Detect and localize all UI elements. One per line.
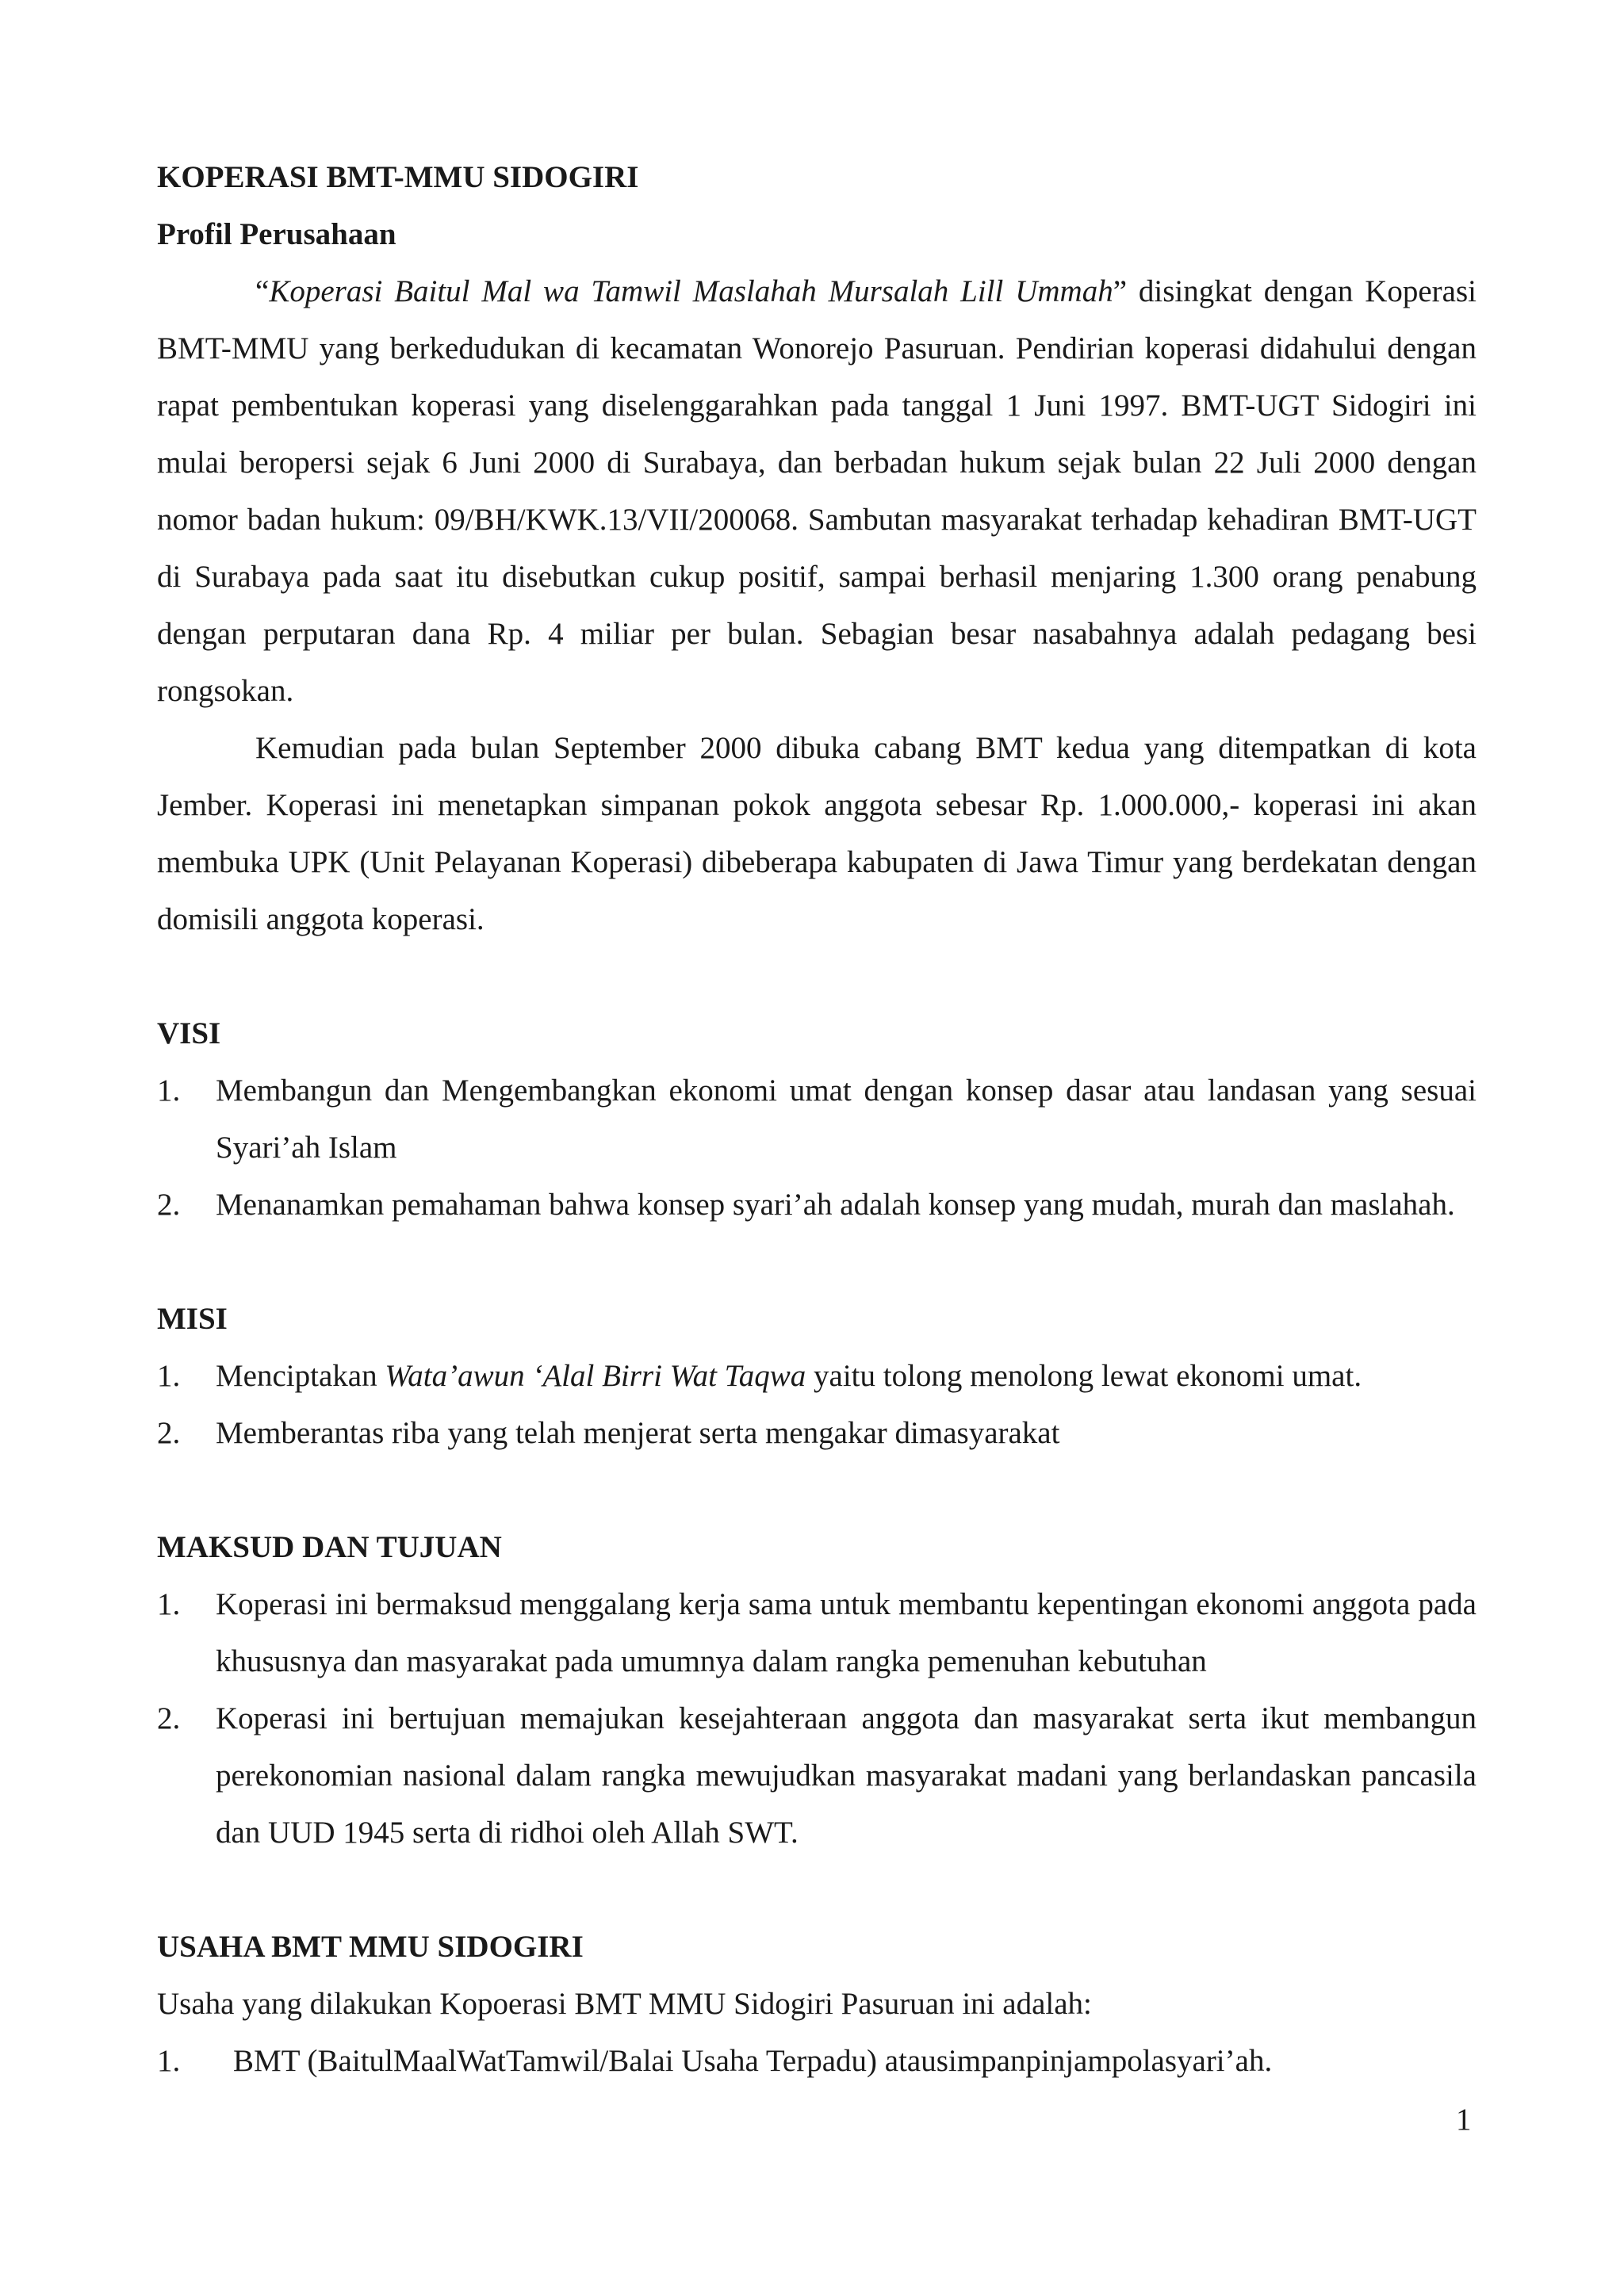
usaha-list	[157, 2033, 1477, 2090]
list-text: Memberantas riba yang telah menjerat serta mengakar dimasyarakat	[216, 1416, 1060, 1450]
list-number: 2.	[157, 1188, 181, 1222]
cooperative-full-name: Koperasi Baitul Mal wa Tamwil Maslahah Mursalah Lill Ummah	[269, 274, 1113, 308]
maksud-tujuan-list	[157, 1576, 1477, 1862]
open-quote: “	[255, 274, 270, 308]
usaha-heading: USAHA BMT MMU SIDOGIRI	[157, 1930, 584, 1964]
maksud-tujuan-heading: MAKSUD DAN TUJUAN	[157, 1530, 502, 1564]
misi-list	[157, 1348, 1477, 1462]
list-text: BMT (BaitulMaalWatTamwil/Balai Usaha Terpadu) atausimpanpinjampolasyari’ah.	[233, 2044, 1273, 2078]
profile-paragraph-1	[157, 263, 1477, 720]
list-number: 1.	[157, 1587, 181, 1621]
list-item	[157, 1576, 1477, 1690]
list-text-before: Menciptakan	[216, 1359, 385, 1393]
list-item	[157, 1348, 1477, 1405]
list-number: 2.	[157, 1416, 181, 1450]
document-page	[157, 149, 1477, 2090]
misi-heading: MISI	[157, 1302, 228, 1336]
list-number: 2.	[157, 1701, 181, 1735]
list-number: 1.	[157, 2044, 181, 2078]
list-item	[157, 1690, 1477, 1862]
list-text: Menanamkan pemahaman bahwa konsep syari’ah adalah konsep yang mudah, murah dan maslahah.	[216, 1188, 1455, 1222]
visi-heading: VISI	[157, 1016, 221, 1050]
list-item	[157, 1405, 1477, 1462]
document-title: KOPERASI BMT-MMU SIDOGIRI	[157, 160, 639, 194]
list-text-italic: Wata’awun ‘Alal Birri Wat Taqwa	[385, 1359, 806, 1393]
list-item	[157, 1062, 1477, 1177]
list-number: 1.	[157, 1359, 181, 1393]
list-text: Koperasi ini bertujuan memajukan kesejahteraan anggota dan masyarakat serta ikut membangun perekonomian nasional dalam rangka mewujudkan masyarakat madani yang berlandaskan pancasila dan UUD 1945 serta di ridhoi oleh Allah SWT.	[216, 1701, 1477, 1850]
profile-paragraph-2: Kemudian pada bulan September 2000 dibuka cabang BMT kedua yang ditempatkan di kota Jember. Koperasi ini menetapkan simpanan pokok anggota sebesar Rp. 1.000.000,- koperasi ini akan membuka UPK (Unit Pelayanan Koperasi) dibeberapa kabupaten di Jawa Timur yang berdekatan dengan domisili anggota koperasi.	[157, 731, 1477, 936]
list-text-after: yaitu tolong menolong lewat ekonomi umat.	[806, 1359, 1362, 1393]
list-number: 1.	[157, 1073, 181, 1108]
usaha-intro: Usaha yang dilakukan Kopoerasi BMT MMU Sidogiri Pasuruan ini adalah:	[157, 1987, 1092, 2021]
visi-list	[157, 1062, 1477, 1234]
section-subtitle: Profil Perusahaan	[157, 217, 396, 251]
list-text: Membangun dan Mengembangkan ekonomi umat dengan konsep dasar atau landasan yang sesuai Syari’ah Islam	[216, 1073, 1477, 1165]
list-item	[157, 2033, 1477, 2090]
profile-paragraph-1-text: ” disingkat dengan Koperasi BMT-MMU yang berkedudukan di kecamatan Wonorejo Pasuruan. Pendirian koperasi didahului dengan rapat pembentukan koperasi yang diselenggarahkan pada tanggal 1 Juni 1997. BMT-UGT Sidogiri ini mulai beropersi sejak 6 Juni 2000 di Surabaya, dan berbadan hukum sejak bulan 22 Juli 2000 dengan nomor badan hukum: 09/BH/KWK.13/VII/200068. Sambutan masyarakat terhadap kehadiran BMT-UGT di Surabaya pada saat itu disebutkan cukup positif, sampai berhasil menjaring 1.300 orang penabung dengan perputaran dana Rp. 4 miliar per bulan. Sebagian besar nasabahnya adalah pedagang besi rongsokan.	[157, 274, 1477, 708]
list-item	[157, 1177, 1477, 1234]
list-text: Koperasi ini bermaksud menggalang kerja sama untuk membantu kepentingan ekonomi anggota pada khususnya dan masyarakat pada umumnya dalam rangka pemenuhan kebutuhan	[216, 1587, 1477, 1678]
page-number: 1	[1456, 2103, 1472, 2137]
